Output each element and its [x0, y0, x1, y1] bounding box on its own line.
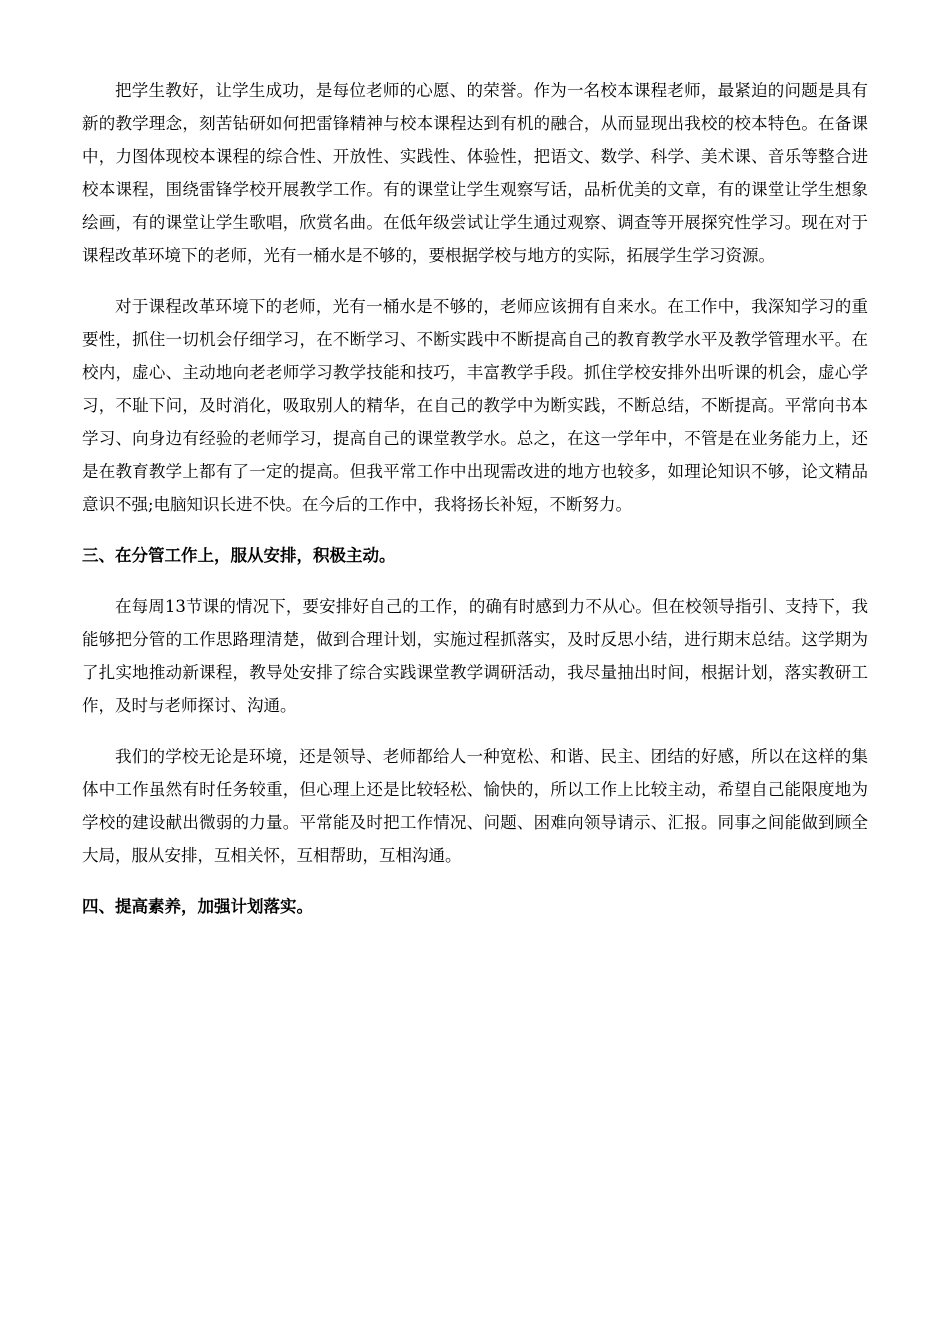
paragraph-school-atmosphere: 我们的学校无论是环境，还是领导、老师都给人一种宽松、和谐、民主、团结的好感，所以在这样的集体中工作虽然有时任务较重，但心理上还是比较轻松、愉快的，所以工作上比较主动，希望自己能限度地为学校的建设献出微弱的力量。平常能及时把工作情况、问题、困难向领导请示、汇报。同事之间能做到顾全大局，服从安排，互相关怀，互相帮助，互相沟通。 — [82, 747, 868, 865]
paragraph-gap — [82, 722, 868, 740]
paragraph-gap — [82, 572, 868, 590]
paragraph-self-study: 对于课程改革环境下的老师，光有一桶水是不够的，老师应该拥有自来水。在工作中，我深知学习的重要性，抓住一切机会仔细学习，在不断学习、不断实践中不断提高自己的教育教学水平及教学管理水平。在校内，虚心、主动地向老老师学习教学技能和技巧，丰富教学手段。抓住学校安排外出听课的机会，虚心学习，不耻下问，及时消化，吸取别人的精华，在自己的教学中为断实践，不断总结，不断提高。平常向书本学习、向身边有经验的老师学习，提高自己的课堂教学水。总之，在这一学年中，不管是在业务能力上，还是在教育教学上都有了一定的提高。但我平常工作中出现需改进的地方也较多，如理论知识不够，论文精品意识不强;电脑知识长进不快。在今后的工作中，我将扬长补短，不断努力。 — [82, 297, 868, 514]
paragraph-gap — [82, 272, 868, 290]
section-heading-three: 三、在分管工作上，服从安排，积极主动。 — [82, 546, 396, 565]
paragraph-gap — [82, 872, 868, 890]
paragraph-management-work: 在每周13节课的情况下，要安排好自己的工作，的确有时感到力不从心。但在校领导指引、支持下，我能够把分管的工作思路理清楚，做到合理计划，实施过程抓落实，及时反思小结，进行期末总结。这学期为了扎实地推动新课程，教导处安排了综合实践课堂教学调研活动，我尽量抽出时间，根据计划，落实教研工作，及时与老师探讨、沟通。 — [82, 597, 868, 715]
document-page — [82, 74, 868, 923]
paragraph-teaching-goal: 把学生教好，让学生成功，是每位老师的心愿、的荣誉。作为一名校本课程老师，最紧迫的问题是具有新的教学理念，刻苦钻研如何把雷锋精神与校本课程达到有机的融合，从而显现出我校的校本特色。在备课中，力图体现校本课程的综合性、开放性、实践性、体验性，把语文、数学、科学、美术课、音乐等整合进校本课程，围绕雷锋学校开展教学工作。有的课堂让学生观察写话，品析优美的文章，有的课堂让学生想象绘画，有的课堂让学生歌唱，欣赏名曲。在低年级尝试让学生通过观察、调查等开展探究性学习。现在对于课程改革环境下的老师，光有一桶水是不够的，要根据学校与地方的实际，拓展学生学习资源。 — [82, 81, 868, 265]
paragraph-gap — [82, 521, 868, 539]
section-heading-four: 四、提高素养，加强计划落实。 — [82, 897, 313, 916]
